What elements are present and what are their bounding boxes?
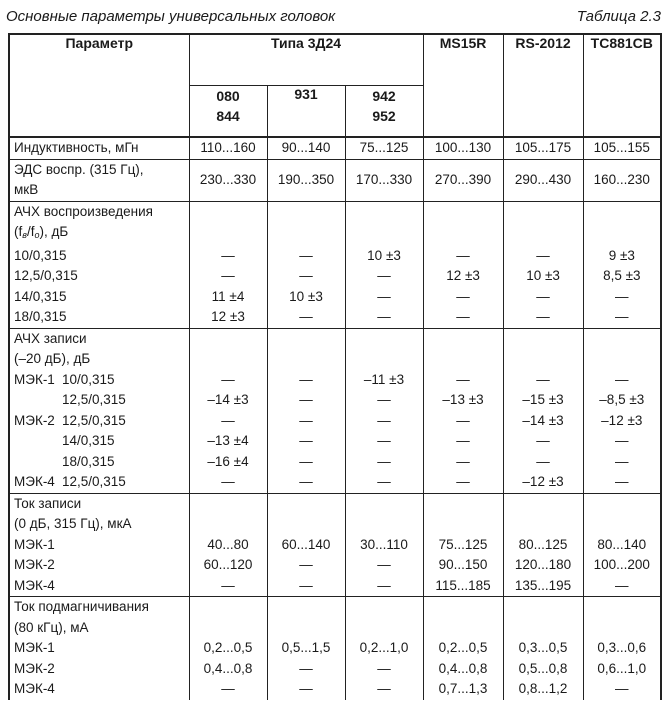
cell: 0,6...1,0	[583, 659, 661, 680]
cell: —	[503, 452, 583, 473]
row-bias-mek4	[9, 679, 661, 700]
cell: 100...200	[583, 555, 661, 576]
row-label: МЭК-1	[9, 638, 189, 659]
cell: —	[423, 431, 503, 452]
row-label: 12,5/0,315	[9, 266, 189, 287]
cell: —	[583, 576, 661, 597]
cell: —	[583, 679, 661, 700]
row-playback-head-2	[9, 222, 661, 246]
row-bias-mek1	[9, 638, 661, 659]
row-rec-current-mek4	[9, 576, 661, 597]
cell: –14 ±3	[503, 411, 583, 432]
cell: 75...125	[345, 137, 423, 159]
cell: —	[267, 307, 345, 328]
header-931: 931	[267, 86, 345, 138]
cell: 115...185	[423, 576, 503, 597]
cell: —	[423, 246, 503, 267]
row-label: (0 дБ, 315 Гц), мкА	[9, 514, 189, 535]
row-record-mek4-12-5	[9, 472, 661, 493]
row-label: МЭК-4	[9, 679, 189, 700]
cell: —	[423, 370, 503, 391]
header-080-844	[189, 86, 267, 138]
header-942: 942	[372, 88, 396, 104]
cell: —	[345, 390, 423, 411]
cell: —	[503, 431, 583, 452]
cell: —	[267, 411, 345, 432]
cell: —	[267, 576, 345, 597]
cell: 30...110	[345, 535, 423, 556]
row-bias-mek2	[9, 659, 661, 680]
cell: —	[423, 287, 503, 308]
cell: —	[267, 246, 345, 267]
cell: 0,2...0,5	[423, 638, 503, 659]
cell: –16 ±4	[189, 452, 267, 473]
cell: –12 ±3	[583, 411, 661, 432]
row-inductance	[9, 137, 661, 159]
row-rec-current-mek1	[9, 535, 661, 556]
cell: –12 ±3	[503, 472, 583, 493]
cell: 170...330	[345, 159, 423, 201]
row-label: Ток подмагничивания	[9, 597, 189, 618]
cell: —	[267, 370, 345, 391]
row-label: (–20 дБ), дБ	[9, 349, 189, 370]
cell: —	[345, 679, 423, 700]
header-952: 952	[372, 108, 396, 124]
row-playback-10	[9, 246, 661, 267]
table-caption	[6, 6, 661, 28]
cell: 0,4...0,8	[189, 659, 267, 680]
cell: 135...195	[503, 576, 583, 597]
row-label: МЭК-4	[9, 576, 189, 597]
cell: 80...140	[583, 535, 661, 556]
cell: –14 ±3	[189, 390, 267, 411]
row-label: АЧХ записи	[9, 328, 189, 349]
cell: –13 ±4	[189, 431, 267, 452]
row-label: Ток записи	[9, 493, 189, 514]
cell: 0,2...1,0	[345, 638, 423, 659]
row-rec-current-head-2	[9, 514, 661, 535]
cell: 8,5 ±3	[583, 266, 661, 287]
cell: —	[345, 431, 423, 452]
cell: 290...430	[503, 159, 583, 201]
cell: –8,5 ±3	[583, 390, 661, 411]
row-playback-12-5	[9, 266, 661, 287]
row-label: МЭК-2	[9, 659, 189, 680]
cell: —	[503, 370, 583, 391]
row-record-mek2-12-5	[9, 411, 661, 432]
cell: —	[583, 431, 661, 452]
row-record-head-2	[9, 349, 661, 370]
cell: —	[503, 287, 583, 308]
cell: —	[503, 307, 583, 328]
cell: 0,4...0,8	[423, 659, 503, 680]
cell: —	[423, 472, 503, 493]
cell: —	[267, 431, 345, 452]
cell: —	[583, 472, 661, 493]
row-label: МЭК-2	[9, 555, 189, 576]
cell: —	[583, 307, 661, 328]
cell: —	[189, 370, 267, 391]
cell: –11 ±3	[345, 370, 423, 391]
cell: —	[189, 246, 267, 267]
cell: 190...350	[267, 159, 345, 201]
cell: 0,7...1,3	[423, 679, 503, 700]
table-number: Таблица 2.3	[576, 8, 661, 25]
row-record-mek1-10	[9, 370, 661, 391]
header-942-952	[345, 86, 423, 138]
table-title: Основные параметры универсальных головок	[6, 8, 336, 25]
row-label: Индуктивность, мГн	[9, 137, 189, 159]
cell: 75...125	[423, 535, 503, 556]
header-row-1	[9, 34, 661, 86]
row-label: МЭК-2 12,5/0,315	[9, 411, 189, 432]
cell: —	[267, 452, 345, 473]
cell: 160...230	[583, 159, 661, 201]
cell: —	[423, 307, 503, 328]
cell: 60...120	[189, 555, 267, 576]
row-label: 14/0,315	[9, 431, 189, 452]
cell: —	[267, 472, 345, 493]
row-record-mek2-18	[9, 452, 661, 473]
header-rs2012: RS-2012	[503, 34, 583, 137]
cell: –15 ±3	[503, 390, 583, 411]
cell: —	[189, 576, 267, 597]
cell: 270...390	[423, 159, 503, 201]
cell: —	[345, 555, 423, 576]
cell: —	[189, 266, 267, 287]
cell: 10 ±3	[267, 287, 345, 308]
row-label: (80 кГц), мА	[9, 618, 189, 639]
cell: 100...130	[423, 137, 503, 159]
cell: —	[503, 246, 583, 267]
cell: —	[267, 266, 345, 287]
cell: —	[345, 576, 423, 597]
cell: —	[423, 452, 503, 473]
cell: 0,5...1,5	[267, 638, 345, 659]
row-label: 14/0,315	[9, 287, 189, 308]
header-844: 844	[216, 108, 240, 124]
cell: 11 ±4	[189, 287, 267, 308]
cell: —	[583, 287, 661, 308]
cell: —	[267, 555, 345, 576]
cell: 105...175	[503, 137, 583, 159]
row-rec-current-mek2	[9, 555, 661, 576]
cell: 0,3...0,6	[583, 638, 661, 659]
parameters-table	[8, 33, 662, 700]
cell: 60...140	[267, 535, 345, 556]
row-label: $(f_в/f_о)$, дБ	[9, 222, 189, 246]
header-param: Параметр	[9, 34, 189, 137]
cell: —	[189, 411, 267, 432]
row-label: 18/0,315	[9, 452, 189, 473]
header-080: 080	[216, 88, 240, 104]
cell: 12 ±3	[189, 307, 267, 328]
cell: —	[345, 411, 423, 432]
cell: 80...125	[503, 535, 583, 556]
cell: —	[189, 679, 267, 700]
row-label: 10/0,315	[9, 246, 189, 267]
cell: —	[267, 659, 345, 680]
cell: —	[423, 411, 503, 432]
cell: 0,5...0,8	[503, 659, 583, 680]
row-label: МЭК-1	[9, 535, 189, 556]
header-tc881cb: TC881CB	[583, 34, 661, 137]
row-label: ЭДС воспр. (315 Гц),	[9, 159, 189, 180]
row-label: МЭК-1 10/0,315	[9, 370, 189, 391]
row-label: мкВ	[9, 180, 189, 201]
row-bias-head-2	[9, 618, 661, 639]
cell: 90...140	[267, 137, 345, 159]
cell: —	[267, 390, 345, 411]
cell: —	[345, 266, 423, 287]
header-group: Типа 3Д24	[189, 34, 423, 86]
cell: 12 ±3	[423, 266, 503, 287]
cell: —	[583, 452, 661, 473]
row-record-mek1-12-5	[9, 390, 661, 411]
cell: 230...330	[189, 159, 267, 201]
cell: —	[345, 472, 423, 493]
cell: 10 ±3	[345, 246, 423, 267]
cell: —	[189, 472, 267, 493]
row-label: 18/0,315	[9, 307, 189, 328]
cell: —	[267, 679, 345, 700]
row-bias-head-1	[9, 597, 661, 618]
cell: 90...150	[423, 555, 503, 576]
cell: —	[583, 370, 661, 391]
cell: 0,8...1,2	[503, 679, 583, 700]
row-playback-14	[9, 287, 661, 308]
cell: 110...160	[189, 137, 267, 159]
row-record-head-1	[9, 328, 661, 349]
row-playback-head-1	[9, 201, 661, 222]
cell: 10 ±3	[503, 266, 583, 287]
cell: —	[345, 307, 423, 328]
row-label: АЧХ воспроизведения	[9, 201, 189, 222]
row-rec-current-head-1	[9, 493, 661, 514]
cell: —	[345, 287, 423, 308]
cell: 105...155	[583, 137, 661, 159]
row-record-mek2-14	[9, 431, 661, 452]
row-label: 12,5/0,315	[9, 390, 189, 411]
cell: 40...80	[189, 535, 267, 556]
cell: –13 ±3	[423, 390, 503, 411]
cell: 0,3...0,5	[503, 638, 583, 659]
cell: —	[345, 659, 423, 680]
cell: 0,2...0,5	[189, 638, 267, 659]
header-ms15r: MS15R	[423, 34, 503, 137]
row-label: МЭК-4 12,5/0,315	[9, 472, 189, 493]
cell: 120...180	[503, 555, 583, 576]
row-playback-18	[9, 307, 661, 328]
cell: —	[345, 452, 423, 473]
row-emf-1	[9, 159, 661, 180]
cell: 9 ±3	[583, 246, 661, 267]
